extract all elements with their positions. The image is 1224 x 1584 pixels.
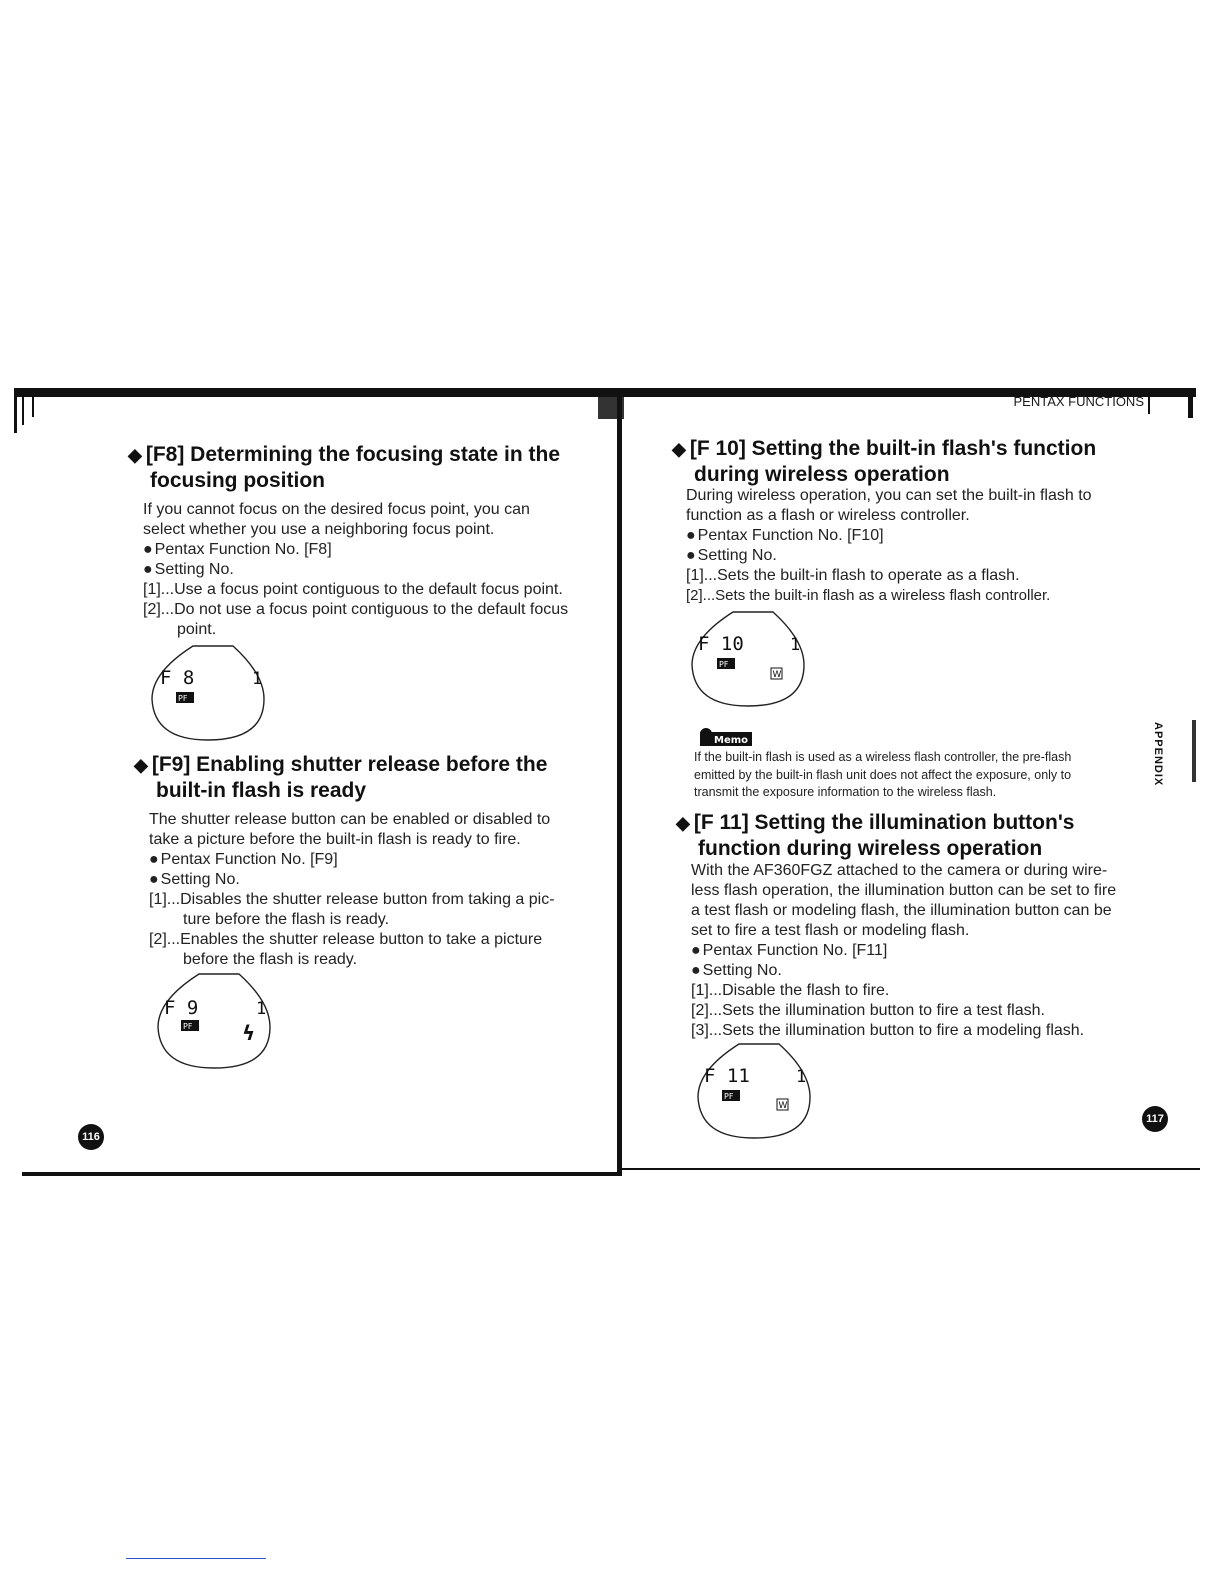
section-f8-body: If you cannot focus on the desired focus point, you can select whether you use a neighboring focus point. ● Pentax Function No. [F8] ● Setting No. [1]...Use a focus point contiguous to the default focus point. [2]...Do not use a focus point contiguous to the default focus point. <box>143 500 603 640</box>
header-divider <box>1148 392 1150 414</box>
lcd-function-code: F 8 <box>160 667 195 689</box>
wireless-mode-icon: W <box>772 670 782 680</box>
diamond-icon: ◆ <box>134 755 148 775</box>
memo-text: If the built-in flash is used as a wireless flash controller, the pre-flash emitted by the built-in flash unit does not affect the exposure, only to transmit the exposure information to the wireless flash. <box>694 750 1072 799</box>
section-f9-body: The shutter release button can be enabled or disabled to take a picture before the built-in flash is ready to fire. ● Pentax Function No. [F9] ● Setting No. [1]...Disables the shutter release button from taking a pic- ture before the flash is ready. [2]...Enables the shutter release button to take a picture before the flash is ready. <box>149 810 609 970</box>
lcd-setting-value: 1 <box>796 1067 807 1087</box>
section-f11 <box>676 810 1156 862</box>
appendix-tab: APPENDIX <box>1152 722 1164 787</box>
lcd-display <box>154 972 274 1072</box>
section-heading: ◆ [F 11] Setting the illumination button's <box>676 811 1075 834</box>
section-f8 <box>128 442 598 494</box>
section-heading: ◆ [F9] Enabling shutter release before the <box>134 753 548 776</box>
section-f10 <box>672 436 1152 488</box>
diamond-icon: ◆ <box>128 445 142 465</box>
diamond-icon: ◆ <box>676 813 690 833</box>
lcd-display <box>148 644 268 744</box>
section-f11-body: With the AF360FGZ attached to the camera or during wire- less flash operation, the illumination button can be set to fire a test flash or modeling flash, the illumination button can be set to fire a test flash or modeling flash. ● Pentax Function No. [F11] ● Setting No. [1]...Disable the flash to fire. [2]...Sets the illumination button to fire a test flash. [3]...Sets the illumination button to fire a modeling flash. <box>691 861 1151 1041</box>
top-rule-tick <box>14 397 17 433</box>
appendix-tab-marker <box>1192 720 1196 782</box>
top-rule-tick <box>32 397 34 417</box>
bottom-rule <box>22 1172 622 1176</box>
page-spine <box>617 397 622 1172</box>
running-header: PENTAX FUNCTIONS <box>1013 394 1144 409</box>
section-heading-cont: during wireless operation <box>694 463 950 486</box>
section-f10-body: During wireless operation, you can set the built-in flash to function as a flash or wireless controller. ● Pentax Function No. [F10] ● Setting No. [1]...Sets the built-in flash to operate as a flash. [2]...Sets the built-in flash as a wireless flash controller. <box>686 486 1146 606</box>
bottom-rule <box>622 1168 1200 1170</box>
section-heading: ◆ [F8] Determining the focusing state in the <box>128 443 561 466</box>
page-number: 117 <box>1142 1106 1168 1132</box>
flash-ready-icon: ϟ <box>242 1021 256 1045</box>
lcd-setting-value: 1 <box>252 669 263 689</box>
memo-label: Memo <box>714 735 749 746</box>
footer-rule <box>126 1558 266 1559</box>
top-rule-tick <box>22 397 24 425</box>
lcd-function-code: F 10 <box>698 633 744 655</box>
section-heading-cont: focusing position <box>150 469 325 492</box>
top-rule-tick <box>1188 388 1193 418</box>
pf-badge: PF <box>183 1022 193 1031</box>
lcd-function-code: F 11 <box>704 1065 750 1087</box>
lcd-display <box>694 1042 814 1142</box>
section-heading-cont: function during wireless operation <box>698 837 1043 860</box>
lcd-setting-value: 1 <box>790 635 801 655</box>
diamond-icon: ◆ <box>672 439 686 459</box>
section-heading: ◆ [F 10] Setting the built-in flash's function <box>672 437 1097 460</box>
section-heading-cont: built-in flash is ready <box>156 779 367 802</box>
pf-badge: PF <box>724 1092 734 1101</box>
pf-badge: PF <box>178 694 188 703</box>
memo-badge <box>694 724 752 744</box>
lcd-setting-value: 1 <box>256 999 267 1019</box>
wireless-mode-icon: W <box>778 1101 788 1111</box>
page-number: 116 <box>78 1124 104 1150</box>
pf-badge: PF <box>719 660 729 669</box>
lcd-display <box>688 610 808 710</box>
lcd-function-code: F 9 <box>164 997 199 1019</box>
section-f9 <box>134 752 604 804</box>
